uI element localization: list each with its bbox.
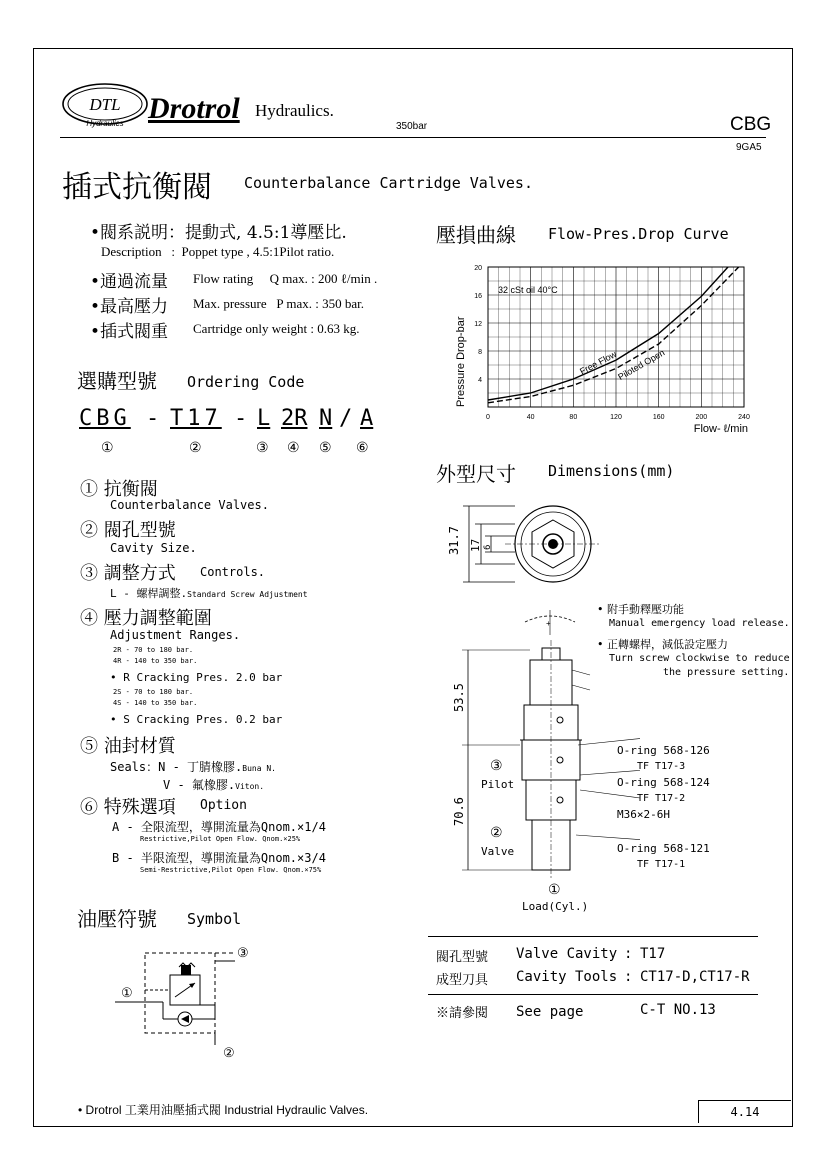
item-2-title: ② 閥孔型號: [80, 520, 176, 541]
range-2s: 2S - 70 to 180 bar.: [113, 688, 194, 696]
marker-2: ②: [189, 440, 202, 456]
note-1-en: Manual emergency load release.: [609, 618, 790, 629]
pilot-label: Pilot: [481, 778, 515, 791]
y-axis-label: Pressure Drop-bar: [455, 316, 467, 407]
series-label-free-flow: Free Flow: [578, 348, 619, 377]
callout-tf-t17-2: TF T17-2: [637, 793, 686, 804]
code-part-cbg: CBG: [79, 406, 131, 431]
r-cracking: • R Cracking Pres. 2.0 bar: [110, 671, 283, 684]
dim-6: 6: [483, 544, 493, 550]
code-dash-2: -: [234, 406, 248, 431]
x-tick-label: 40: [526, 414, 535, 421]
note-2-en: Turn screw clockwise to reduce: [609, 653, 790, 664]
curve-heading-en: Flow-Pres.Drop Curve: [548, 225, 729, 243]
svg-text:DTL: DTL: [89, 95, 121, 114]
note-2-zh: • 正轉螺桿，減低設定壓力: [597, 638, 728, 651]
spec-flow-zh: •通過流量: [90, 272, 169, 292]
item-3-detail: L - 螺桿調整.Standard Screw Adjustment: [110, 587, 308, 600]
cavity-row-2-sep: :: [624, 969, 633, 985]
callout-tf-t17-1: TF T17-1: [637, 859, 686, 870]
seals-v: V - 氟橡膠.Viton.: [163, 778, 265, 792]
marker-6: ⑥: [356, 440, 369, 456]
header-rule: [60, 137, 766, 138]
ordering-heading-zh: 選購型號: [77, 369, 157, 393]
spec-pressure-en: Max. pressure P max. : 350 bar.: [193, 296, 365, 311]
item-3-title: ③ 調整方式: [80, 563, 176, 584]
dimensions-heading-en: Dimensions(mm): [548, 462, 675, 480]
item-1-en: Counterbalance Valves.: [110, 498, 269, 512]
x-tick-label: 80: [569, 414, 578, 421]
spec-desc-en: Description : Poppet type , 4.5:1Pilot ratio.: [101, 244, 335, 259]
y-tick-label: 12: [474, 321, 482, 328]
cavity-row-1-sep: :: [624, 946, 633, 962]
s-cracking: • S Cracking Pres. 0.2 bar: [110, 713, 283, 726]
item-5-title: ⑤ 油封材質: [80, 736, 176, 757]
item-6-en: Option: [200, 798, 247, 813]
x-tick-label: 120: [610, 414, 622, 421]
x-axis-label: Flow- ℓ/min: [693, 423, 748, 435]
series-label-piloted-open: Piloted Open: [616, 347, 667, 383]
spec-weight-en: Cartridge only weight : 0.63 kg.: [193, 321, 360, 336]
symbol-heading-en: Symbol: [187, 910, 242, 928]
spec-flow-en: Flow rating Q max. : 200 ℓ/min .: [193, 271, 378, 286]
cavity-row-2-zh: 成型刀具: [436, 973, 489, 988]
model-code: CBG: [730, 114, 772, 135]
option-b: B - 半限流型，導開流量為Qnom.×3/4: [112, 851, 326, 865]
callout-tf-t17-3: TF T17-3: [637, 761, 686, 772]
spec-pressure-zh: •最高壓力: [90, 297, 169, 317]
item-2-en: Cavity Size.: [110, 541, 197, 555]
hydraulic-symbol: [115, 945, 265, 1060]
chart-annotation: 32 cSt oil 40°C: [498, 285, 558, 295]
side-view-drawing: [460, 600, 640, 885]
code-part-l: L: [257, 406, 271, 431]
port-3: ③: [237, 945, 249, 960]
code-part-t17: T17: [170, 406, 222, 431]
valve-number: ②: [490, 825, 503, 841]
y-tick-label: 4: [478, 377, 482, 384]
code-slash: /: [339, 406, 353, 431]
y-tick-label: 8: [478, 349, 482, 356]
see-page-en: See page: [516, 1004, 584, 1020]
code-part-2r: 2R: [281, 406, 308, 431]
callout-oring-124: O-ring 568-124: [617, 776, 710, 789]
dim-53-5: 53.5: [452, 683, 466, 712]
range-4r: 4R - 140 to 350 bar.: [113, 657, 198, 665]
code-part-n: N: [319, 406, 333, 431]
svg-text:Hydraulics: Hydraulics: [86, 119, 124, 128]
range-4s: 4S - 140 to 350 bar.: [113, 699, 198, 707]
y-tick-label: 16: [474, 293, 482, 300]
marker-1: ①: [101, 440, 114, 456]
callout-oring-121: O-ring 568-121: [617, 842, 710, 855]
seals-n: Seals：N - 丁腈橡膠.Buna N.: [110, 760, 276, 774]
title-zh: 插式抗衡閥: [62, 170, 212, 205]
valve-label: Valve: [481, 845, 515, 858]
item-4-title: ④ 壓力調整範圍: [80, 608, 212, 629]
x-tick-label: 160: [652, 414, 665, 421]
see-page-zh: ※請參閱: [436, 1006, 489, 1021]
dim-31-7: 31.7: [447, 526, 461, 555]
series-code: 9GA5: [736, 142, 762, 153]
marker-5: ⑤: [319, 440, 332, 456]
brand-suffix: Hydraulics.: [255, 101, 334, 120]
ordering-heading-en: Ordering Code: [187, 373, 305, 391]
page-number-box: [698, 1100, 791, 1123]
pressure-rating: 350bar: [396, 121, 428, 132]
code-dash-1: -: [146, 406, 160, 431]
cavity-top-rule: [428, 936, 758, 937]
cavity-row-2-en: Cavity Tools: [516, 969, 618, 985]
symbol-heading-zh: 油壓符號: [77, 907, 157, 931]
range-2r: 2R - 70 to 180 bar.: [113, 646, 194, 654]
item-3-en: Controls.: [200, 565, 266, 579]
x-tick-label: 0: [486, 414, 490, 421]
dtl-logo: [60, 82, 150, 132]
spec-desc-zh: •閥系説明：提動式, 4.5:1導壓比.: [90, 223, 347, 243]
code-part-a: A: [360, 406, 374, 431]
pilot-number: ③: [490, 758, 503, 774]
curve-heading-zh: 壓損曲線: [436, 223, 516, 247]
page-number: 4.14: [730, 1105, 760, 1119]
cavity-row-1-en: Valve Cavity: [516, 946, 618, 962]
marker-3: ③: [256, 440, 269, 456]
item-6-title: ⑥ 特殊選項: [80, 797, 176, 818]
marker-4: ④: [287, 440, 300, 456]
item-4-en: Adjustment Ranges.: [110, 628, 241, 642]
footer-text: • Drotrol 工業用油壓插式閥 Industrial Hydraulic Valves.: [78, 1103, 369, 1117]
svg-text:+: +: [546, 619, 551, 628]
flow-pressure-chart: [450, 255, 760, 455]
item-1-title: ① 抗衡閥: [80, 479, 158, 500]
cavity-row-1-zh: 閥孔型號: [436, 950, 489, 965]
callout-thread: M36×2-6H: [617, 808, 670, 821]
load-number: ①: [548, 882, 561, 898]
cavity-row-2-value: CT17-D,CT17-R: [640, 969, 750, 985]
x-tick-label: 200: [695, 414, 708, 421]
cavity-bottom-rule: [428, 994, 758, 995]
title-en: Counterbalance Cartridge Valves.: [244, 174, 533, 192]
port-2: ②: [223, 1045, 235, 1060]
cavity-row-1-value: T17: [640, 946, 666, 962]
dim-70-6: 70.6: [452, 797, 466, 826]
port-1: ①: [121, 985, 133, 1000]
note-2-en2: the pressure setting.: [663, 667, 790, 678]
dimensions-heading-zh: 外型尺寸: [436, 462, 516, 486]
option-a-sub: Restrictive,Pilot Open Flow. Qnom.×25%: [140, 835, 301, 843]
y-tick-label: 20: [474, 265, 482, 272]
callout-oring-126: O-ring 568-126: [617, 744, 710, 757]
option-b-sub: Semi-Restrictive,Pilot Open Flow. Qnom.×75%: [140, 866, 322, 874]
dim-17: 17: [469, 538, 482, 552]
see-page-value: C-T NO.13: [640, 1002, 716, 1018]
spec-weight-zh: •插式閥重: [90, 322, 169, 342]
load-label: Load(Cyl.): [522, 900, 589, 913]
note-1-zh: • 附手動釋壓功能: [597, 603, 684, 616]
option-a: A - 全限流型，導開流量為Qnom.×1/4: [112, 820, 326, 834]
x-tick-label: 240: [738, 414, 750, 421]
brand-name: Drotrol: [148, 92, 240, 125]
